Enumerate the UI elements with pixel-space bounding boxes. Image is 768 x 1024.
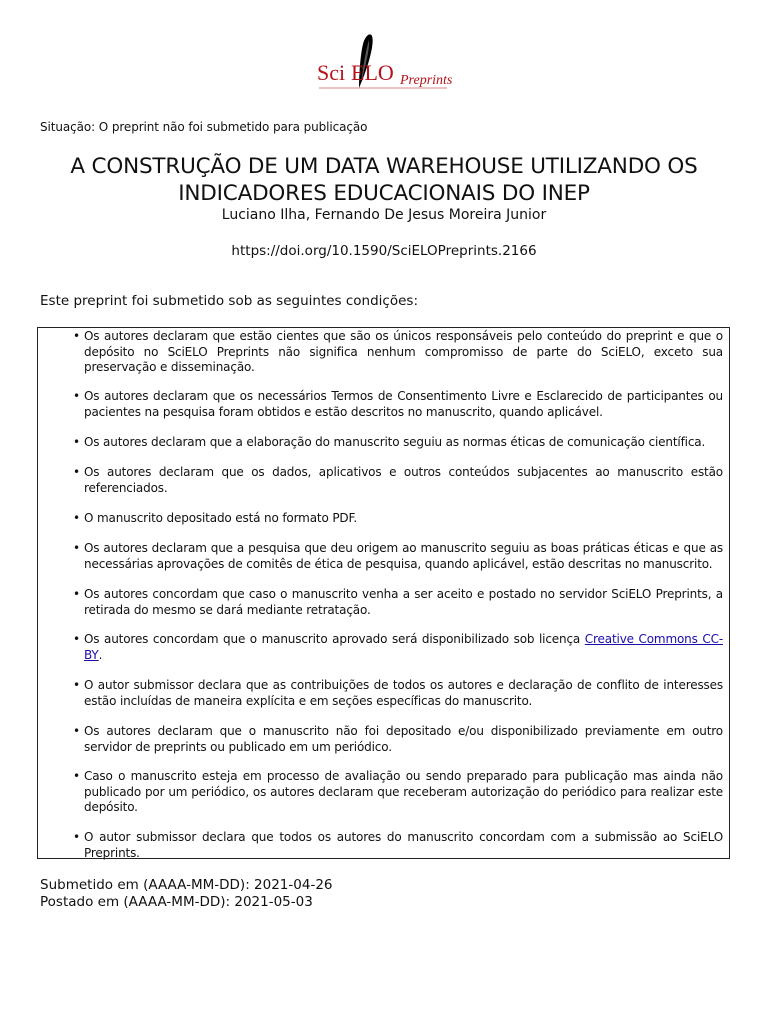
conditions-box: [37, 327, 730, 859]
condition-item: [73, 587, 723, 618]
condition-item: [73, 724, 723, 755]
condition-item: [73, 329, 723, 376]
bullet-icon: •: [73, 587, 80, 601]
bullet-icon: •: [73, 830, 80, 844]
dates: [40, 877, 333, 911]
logo-sci-text: Sci: [317, 60, 346, 85]
submitted-date: Submetido em (AAAA-MM-DD): 2021-04-26: [40, 877, 333, 893]
bullet-icon: •: [73, 511, 80, 525]
condition-item: [73, 541, 723, 572]
scielo-logo-mark: [315, 30, 455, 94]
logo-elo-text: ELO: [351, 60, 394, 85]
bullet-icon: •: [73, 435, 80, 449]
condition-text: Os autores declaram que estão cientes que são os únicos responsáveis pelo conteúdo do preprint e que o depósito no SciELO Preprints não significa nenhum compromisso de parte do SciELO, exceto sua preservação e disseminação.: [84, 329, 723, 374]
bullet-icon: •: [73, 329, 80, 343]
conditions-intro: Este preprint foi submetido sob as seguintes condições:: [40, 293, 418, 309]
condition-item: [73, 769, 723, 816]
condition-item: [73, 511, 723, 527]
condition-text: Os autores declaram que o manuscrito não foi depositado e/ou disponibilizado previamente em outro servidor de preprints ou publicado em um periódico.: [84, 724, 723, 754]
condition-item: [73, 389, 723, 420]
bullet-icon: •: [73, 769, 80, 783]
title-line-1: A CONSTRUÇÃO DE UM DATA WAREHOUSE UTILIZANDO OS: [70, 154, 698, 179]
doi-link[interactable]: https://doi.org/10.1590/SciELOPreprints.2166: [231, 243, 537, 259]
condition-item: [73, 465, 723, 496]
condition-text: Os autores concordam que caso o manuscrito venha a ser aceito e postado no servidor SciELO Preprints, a retirada do mesmo se dará mediante retratação.: [84, 587, 723, 617]
authors: Luciano Ilha, Fernando De Jesus Moreira Junior: [221, 207, 547, 223]
scielo-preprints-logo: [315, 30, 455, 94]
submission-status: Situação: O preprint não foi submetido para publicação: [40, 120, 368, 134]
bullet-icon: •: [73, 541, 80, 555]
condition-text: Caso o manuscrito esteja em processo de avaliação ou sendo preparado para publicação mas ainda não publicado por um periódico, os autores declaram que receberam autorização do periódico para realizar este depósito.: [84, 769, 723, 814]
bullet-icon: •: [73, 389, 80, 403]
condition-item: [73, 678, 723, 709]
bullet-icon: •: [73, 724, 80, 738]
condition-item: [73, 830, 723, 861]
condition-text: Os autores declaram que os necessários Termos de Consentimento Livre e Esclarecido de participantes ou pacientes na pesquisa foram obtidos e estão descritos no manuscrito, quando aplicável.: [84, 389, 723, 419]
condition-text: Os autores declaram que a pesquisa que deu origem ao manuscrito seguiu as boas práticas éticas e que as necessárias aprovações de comitês de ética de pesquisa, quando aplicável, estão descritas no manuscrito.: [84, 541, 723, 571]
page-title: [20, 153, 748, 207]
condition-text: Os autores declaram que os dados, aplicativos e outros conteúdos subjacentes ao manuscrito estão referenciados.: [84, 465, 723, 495]
condition-text: O manuscrito depositado está no formato PDF.: [84, 511, 357, 525]
logo-preprints-text: Preprints: [400, 73, 453, 88]
condition-item: [73, 435, 723, 451]
condition-text: O autor submissor declara que todos os autores do manuscrito concordam com a submissão ao SciELO Preprints.: [84, 830, 723, 860]
condition-item: [73, 632, 723, 663]
condition-text-end: .: [98, 647, 103, 662]
creative-commons-link[interactable]: Creative Commons CC-BY: [84, 632, 723, 662]
bullet-icon: •: [73, 678, 80, 692]
bullet-icon: •: [73, 465, 80, 479]
bullet-icon: •: [73, 632, 80, 646]
condition-text: O autor submissor declara que as contribuições de todos os autores e declaração de conflito de interesses estão incluídas de maneira explícita e em seções específicas do manuscrito.: [84, 678, 723, 708]
title-line-2: INDICADORES EDUCACIONAIS DO INEP: [178, 181, 590, 206]
condition-text: Os autores concordam que o manuscrito aprovado será disponibilizado sob licença: [84, 632, 585, 646]
condition-text: Os autores declaram que a elaboração do manuscrito seguiu as normas éticas de comunicação científica.: [84, 435, 706, 449]
posted-date: Postado em (AAAA-MM-DD): 2021-05-03: [40, 894, 313, 910]
